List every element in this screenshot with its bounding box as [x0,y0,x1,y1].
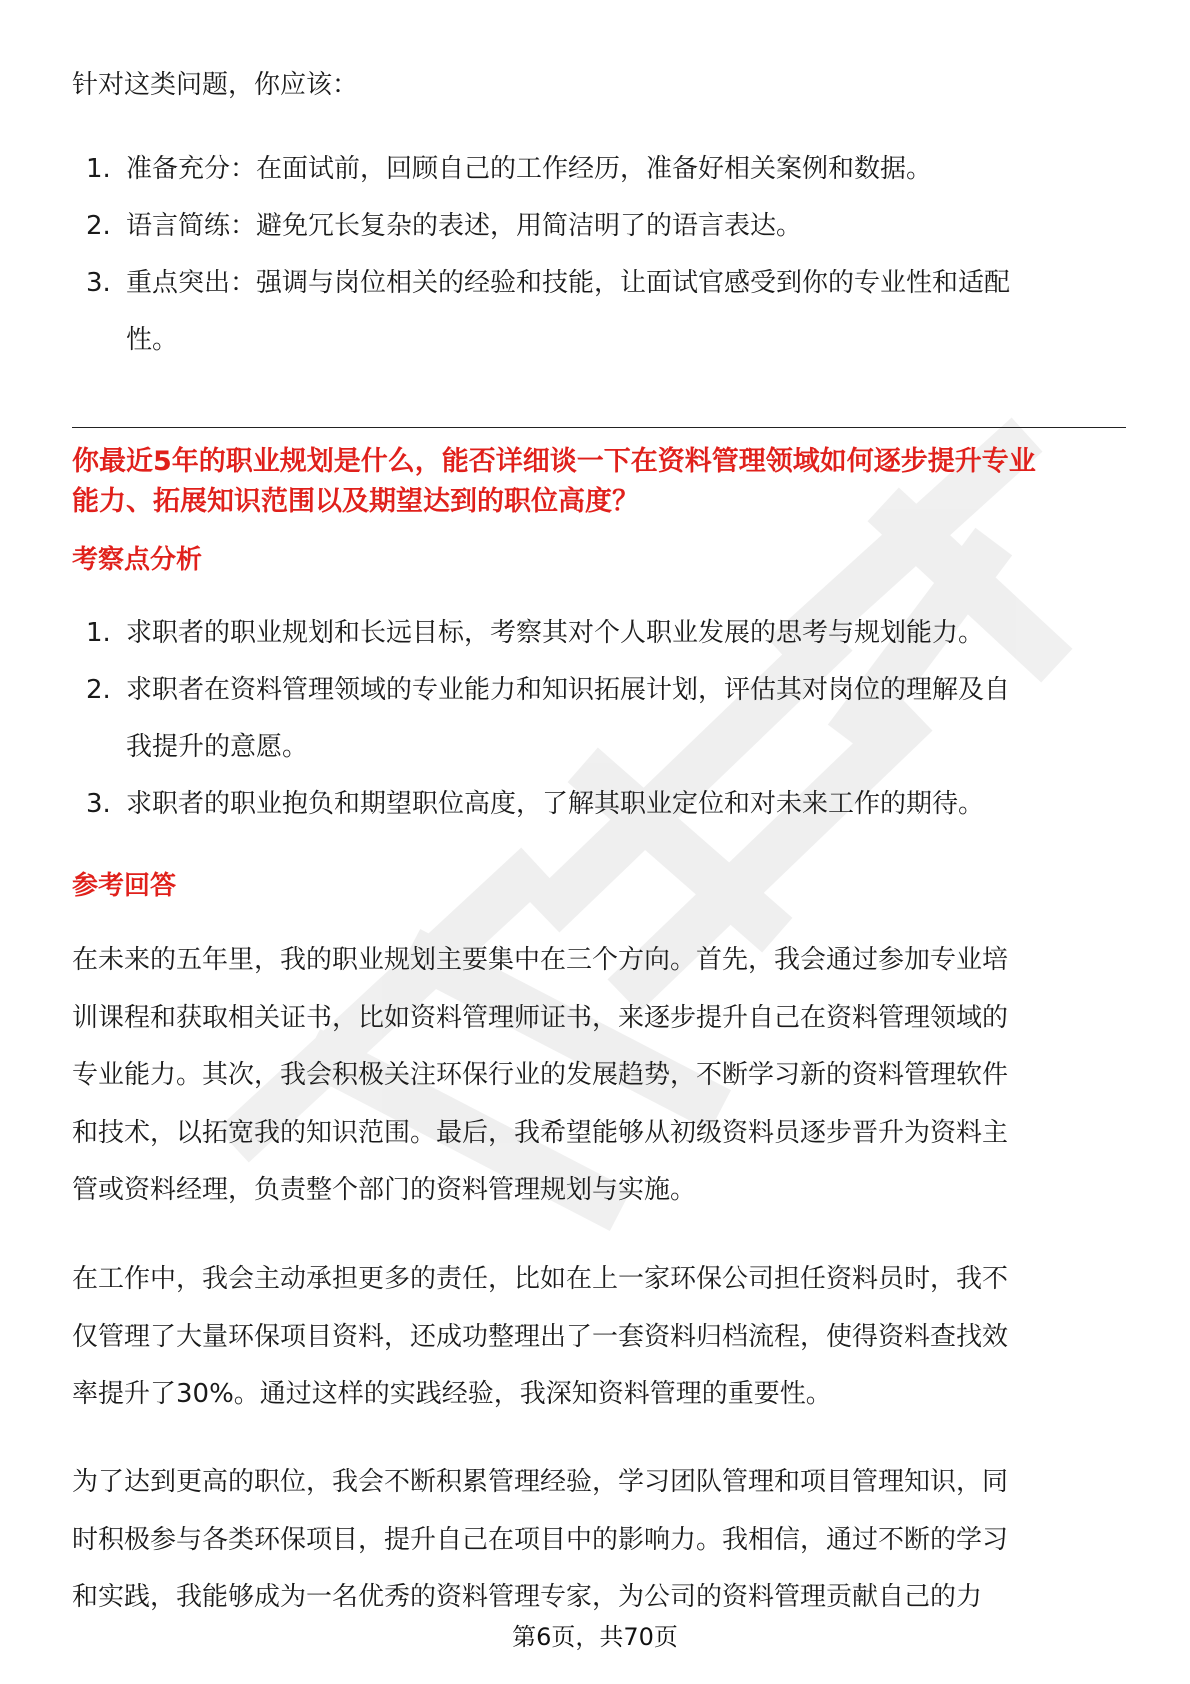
analysis-title: 考察点分析 [72,545,203,575]
list-number: 3. [86,789,111,819]
paragraph-line: 专业能力。其次，我会积极关注环保行业的发展趋势，不断学习新的资料管理软件 [72,1060,1009,1090]
list-text-line: 语言简练：避免冗长复杂的表述，用简洁明了的语言表达。 [126,211,803,241]
list-text [126,198,1126,255]
answer-paragraph [72,932,1008,1220]
paragraph-line: 在工作中，我会主动承担更多的责任，比如在上一家环保公司担任资料员时，我不 [72,1264,1009,1294]
list-text [126,605,1126,662]
list-number: 2. [86,675,111,705]
paragraph-line: 和实践，我能够成为一名优秀的资料管理专家，为公司的资料管理贡献自己的力 [72,1582,983,1612]
list-text-line: 求职者在资料管理领域的专业能力和知识拓展计划，评估其对岗位的理解及自 [126,675,1011,705]
list-text-line: 我提升的意愿。 [126,732,309,762]
paragraph-line: 仅管理了大量环保项目资料，还成功整理出了一套资料归档流程，使得资料查找效 [72,1321,1009,1352]
paragraph-line: 管或资料经理，负责整个部门的资料管理规划与实施。 [72,1175,697,1205]
list-text-line: 求职者的职业抱负和期望职位高度，了解其职业定位和对未来工作的期待。 [126,789,985,819]
paragraph-line: 在未来的五年里，我的职业规划主要集中在三个方向。首先，我会通过参加专业培 [72,945,1009,975]
question-line: 你最近5年的职业规划是什么，能否详细谈一下在资料管理领域如何逐步提升专业 [72,446,1036,477]
answer-title: 参考回答 [72,871,177,901]
paragraph-line: 训课程和获取相关证书，比如资料管理师证书，来逐步提升自己在资料管理领域的 [72,1002,1009,1033]
list-text [126,776,1126,833]
list-text-line: 性。 [126,325,179,355]
list-text [126,662,1126,776]
section-divider [72,427,1126,428]
question-heading [72,442,1036,522]
list-text-line: 重点突出：强调与岗位相关的经验和技能，让面试官感受到你的专业性和适配 [126,268,1011,298]
answer-paragraph [72,1454,1008,1627]
paragraph-line: 时积极参与各类环保项目，提升自己在项目中的影响力。我相信，通过不断的学习 [72,1524,1009,1555]
list-number: 1. [86,154,111,184]
list-number: 2. [86,211,111,241]
list-text [126,141,1126,198]
paragraph-line: 率提升了30%。通过这样的实践经验，我深知资料管理的重要性。 [72,1379,832,1409]
list-text-line: 求职者的职业规划和长远目标，考察其对个人职业发展的思考与规划能力。 [126,618,985,648]
list-text [126,255,1126,369]
question-line: 能力、拓展知识范围以及期望达到的职位高度？ [72,486,639,517]
list-number: 1. [86,618,111,648]
list-number: 3. [86,268,111,298]
intro-text: 针对这类问题，你应该： [72,70,359,100]
paragraph-line: 为了达到更高的职位，我会不断积累管理经验，学习团队管理和项目管理知识，同 [72,1467,1009,1497]
list-text-line: 准备充分：在面试前，回顾自己的工作经历，准备好相关案例和数据。 [126,154,933,184]
answer-paragraph [72,1251,1008,1424]
paragraph-line: 和技术，以拓宽我的知识范围。最后，我希望能够从初级资料员逐步晋升为资料主 [72,1117,1009,1148]
page-number: 第6页，共70页 [512,1623,678,1651]
